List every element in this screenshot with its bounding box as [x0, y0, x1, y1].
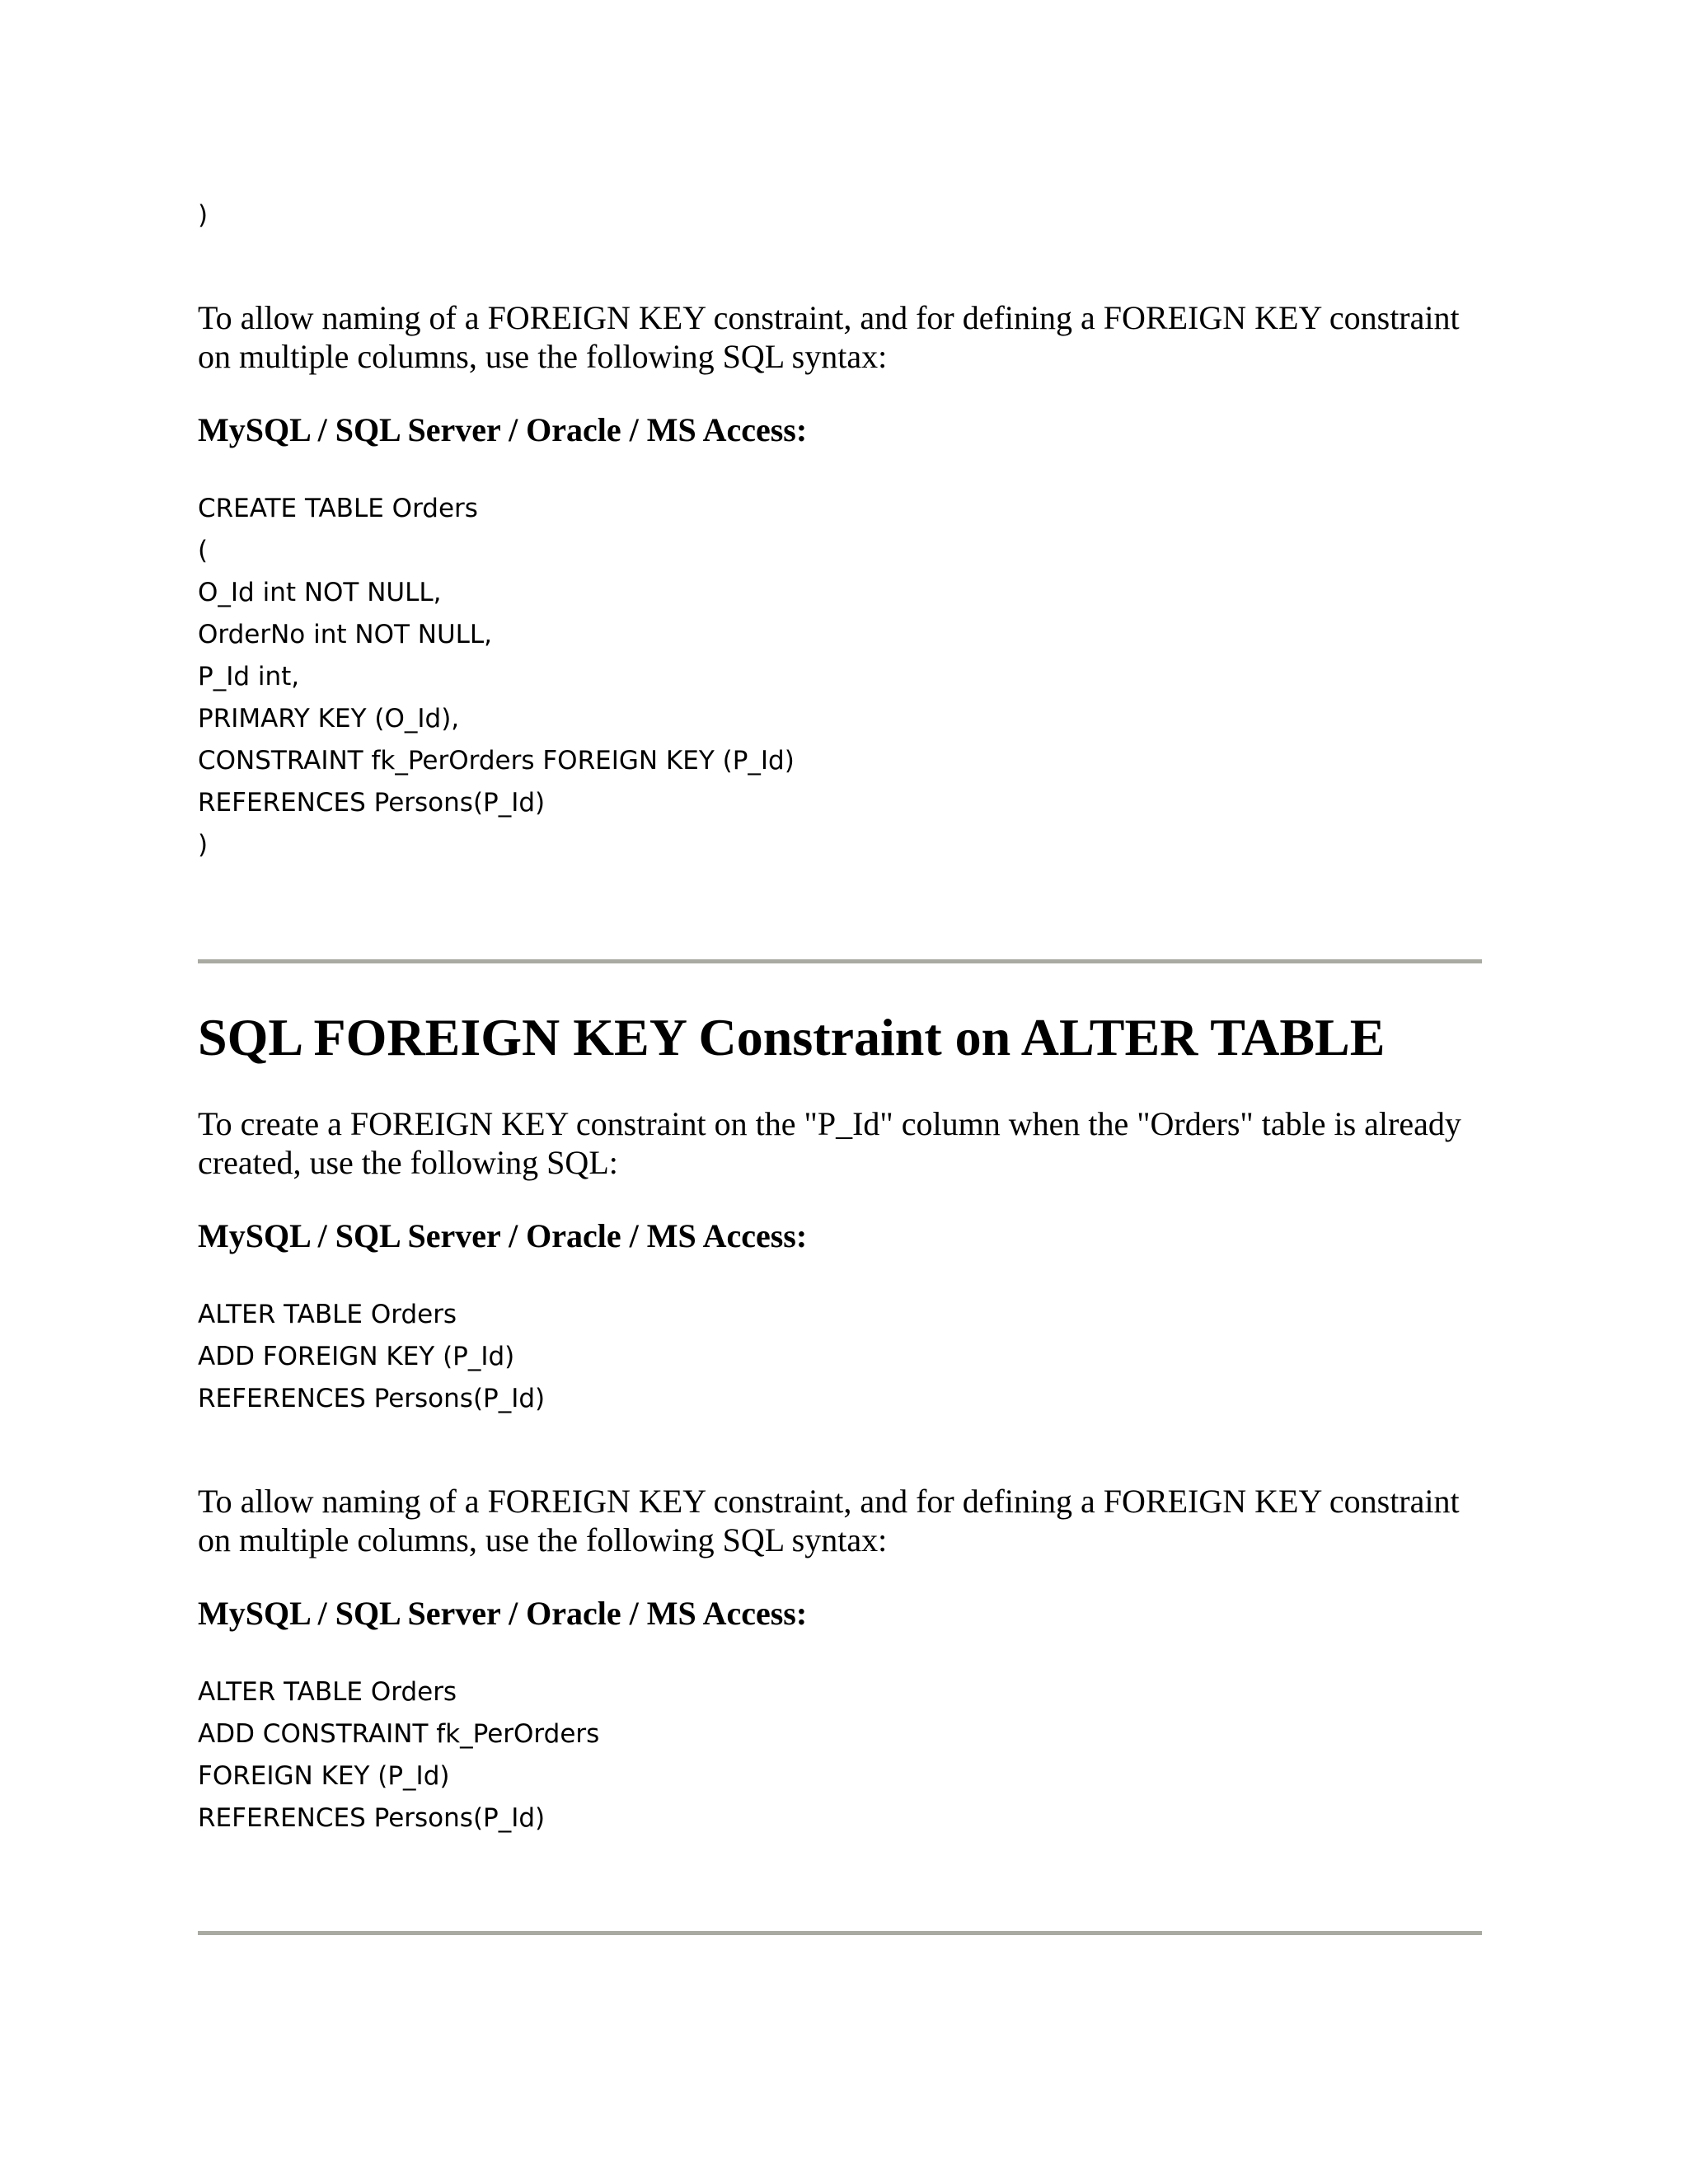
code-block-create-table [198, 488, 795, 866]
code-line: ADD FOREIGN KEY (P_Id) [198, 1342, 515, 1371]
code-line: ALTER TABLE Orders [198, 1677, 457, 1707]
code-line: O_Id int NOT NULL, [198, 578, 442, 607]
code-line: ) [198, 830, 209, 860]
code-line: REFERENCES Persons(P_Id) [198, 1384, 546, 1413]
code-line: CONSTRAINT fk_PerOrders FOREIGN KEY (P_Id) [198, 746, 795, 776]
horizontal-divider [198, 959, 1482, 963]
code-line: PRIMARY KEY (O_Id), [198, 704, 460, 733]
code-fragment-closing-paren: ) [198, 200, 209, 230]
subheading-dbms-list: MySQL / SQL Server / Oracle / MS Access: [198, 411, 808, 448]
paragraph-create-foreign-key: To create a FOREIGN KEY constraint on the "P_Id" column when the "Orders" table is already created, use the following SQL: [198, 1105, 1461, 1181]
code-block-alter-table-constraint [198, 1671, 599, 1840]
code-line: FOREIGN KEY (P_Id) [198, 1761, 450, 1791]
section-title: SQL FOREIGN KEY Constraint on ALTER TABLE [198, 1008, 1386, 1066]
subheading-dbms-list: MySQL / SQL Server / Oracle / MS Access: [198, 1595, 808, 1632]
code-line: ALTER TABLE Orders [198, 1300, 457, 1329]
code-line: ADD CONSTRAINT fk_PerOrders [198, 1719, 600, 1749]
code-line: CREATE TABLE Orders [198, 494, 478, 523]
code-block-alter-table [198, 1294, 545, 1420]
paragraph-naming-foreign-key: To allow naming of a FOREIGN KEY constraint, and for defining a FOREIGN KEY constraint on multiple columns, use the following SQL syntax: [198, 299, 1460, 375]
paragraph-naming-foreign-key: To allow naming of a FOREIGN KEY constraint, and for defining a FOREIGN KEY constraint on multiple columns, use the following SQL syntax: [198, 1483, 1460, 1558]
code-line: ( [198, 536, 209, 565]
horizontal-divider [198, 1931, 1482, 1935]
code-line: OrderNo int NOT NULL, [198, 620, 493, 649]
code-line: REFERENCES Persons(P_Id) [198, 1803, 546, 1833]
subheading-dbms-list: MySQL / SQL Server / Oracle / MS Access: [198, 1217, 808, 1254]
code-line: REFERENCES Persons(P_Id) [198, 788, 546, 818]
code-line: P_Id int, [198, 662, 300, 691]
